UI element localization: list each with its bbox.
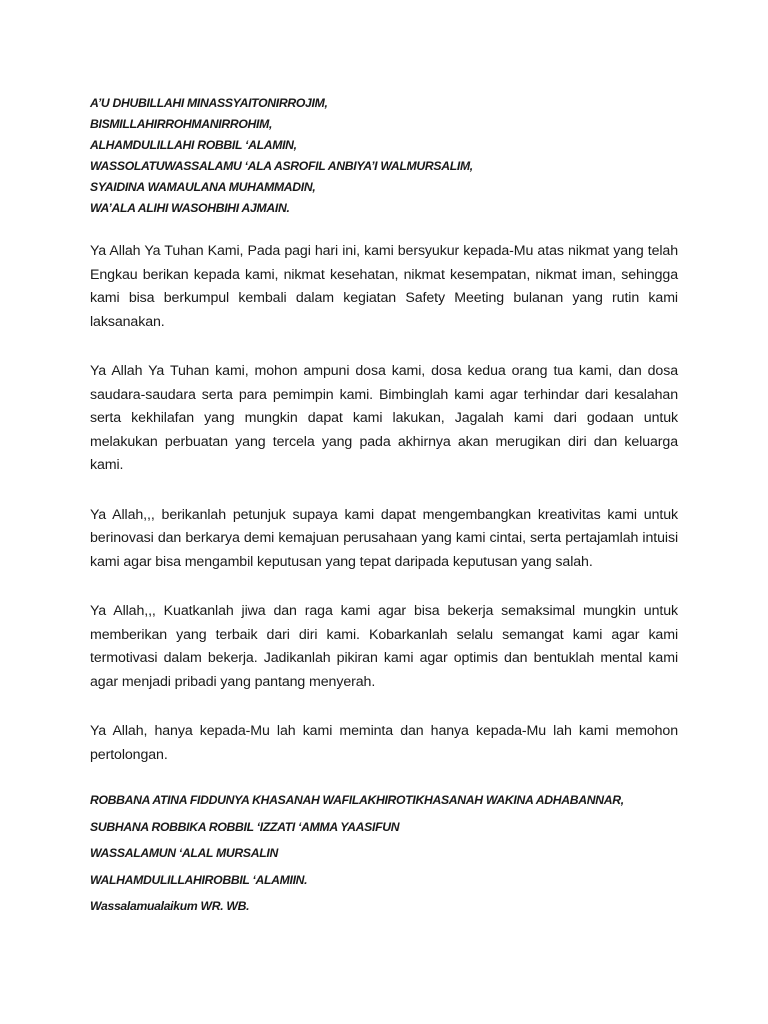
prayer-paragraph-help: Ya Allah, hanya kepada-Mu lah kami meminta dan hanya kepada-Mu lah kami memohon pertolongan. [90, 723, 678, 763]
prayer-paragraph-gratitude: Ya Allah Ya Tuhan Kami, Pada pagi hari ini, kami bersyukur kepada-Mu atas nikmat yang telah Engkau berikan kepada kami, nikmat kesehatan, nikmat kesempatan, nikmat iman, sehingga kami bisa berkumpul kembali dalam kegiatan Safety Meeting bulanan yang rutin kami laksanakan. [90, 243, 678, 330]
opening-line: SYAIDINA WAMAULANA MUHAMMADIN, [90, 180, 316, 194]
opening-line: WASSOLATUWASSALAMU ‘ALA ASROFIL ANBIYA’I WALMURSALIM, [90, 159, 473, 173]
opening-line: ALHAMDULILLAHI ROBBIL ‘ALAMIN, [90, 138, 297, 152]
opening-line: WA’ALA ALIHI WASOHBIHI AJMAIN. [90, 201, 290, 215]
closing-line: WASSALAMUN ‘ALAL MURSALIN [90, 846, 278, 860]
closing-line: ROBBANA ATINA FIDDUNYA KHASANAH WAFILAKHIROTIKHASANAH WAKINA ADHABANNAR, [90, 793, 624, 807]
opening-verses [90, 93, 678, 219]
closing-verses [90, 787, 678, 920]
opening-line: A’U DHUBILLAHI MINASSYAITONIRROJIM, [90, 96, 328, 110]
prayer-document [90, 93, 678, 920]
opening-line: BISMILLAHIRROHMANIRROHIM, [90, 117, 273, 131]
closing-line: SUBHANA ROBBIKA ROBBIL ‘IZZATI ‘AMMA YAASIFUN [90, 819, 400, 834]
closing-line: WALHAMDULILLAHIROBBIL ‘ALAMIIN. [90, 872, 308, 887]
closing-salutation: Wassalamualaikum WR. WB. [90, 899, 250, 913]
prayer-paragraph-guidance: Ya Allah,,, berikanlah petunjuk supaya kami dapat mengembangkan kreativitas kami untuk berinovasi dan berkarya demi kemajuan perusahaan yang kami cintai, serta pertajamlah intuisi kami agar bisa mengambil keputusan yang tepat daripada keputusan yang salah. [90, 506, 678, 570]
prayer-paragraph-strength: Ya Allah,,, Kuatkanlah jiwa dan raga kami agar bisa bekerja semaksimal mungkin untuk memberikan yang terbaik dari diri kami. Kobarkanlah selalu semangat kami agar kami termotivasi dalam bekerja. Jadikanlah pikiran kami agar optimis dan bentuklah mental kami agar menjadi pribadi yang pantang menyerah. [90, 603, 678, 690]
prayer-paragraph-forgiveness: Ya Allah Ya Tuhan kami, mohon ampuni dosa kami, dosa kedua orang tua kami, dan dosa saudara-saudara serta para pemimpin kami. Bimbinglah kami agar terhindar dari kesalahan serta kekhilafan yang mungkin dapat kami lakukan, Jagalah kami dari godaan untuk melakukan perbuatan yang tercela yang pada akhirnya akan merugikan diri dan keluarga kami. [90, 363, 678, 473]
